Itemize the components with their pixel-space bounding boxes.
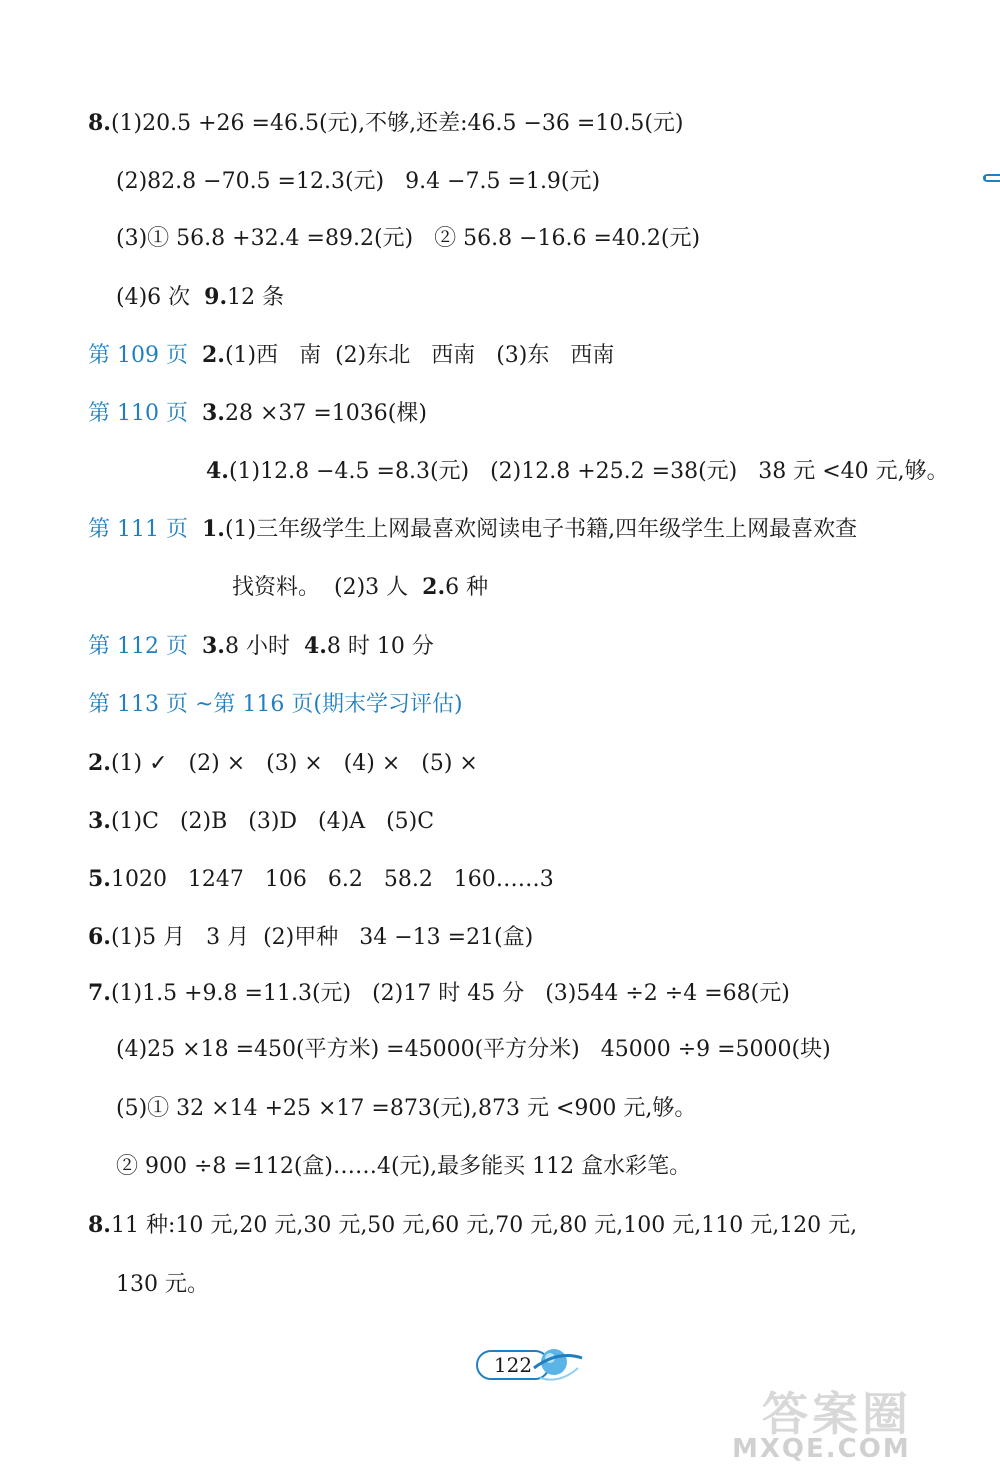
answer-line-8b: [88, 1210, 857, 1241]
page-109-answers: [88, 340, 614, 371]
answer-text: (1)5 月 3 月 (2)甲种 34 −13 =21(盒): [110, 925, 534, 950]
answer-line-7-4: [116, 1035, 831, 1065]
question-number: 8.: [88, 110, 111, 136]
question-number: 1.: [201, 516, 225, 542]
watermark-site-text: MXQE.COM: [732, 1434, 911, 1464]
answer-line-110-4: [206, 456, 949, 487]
answer-text: (1)12.8 −4.5 =8.3(元) (2)12.8 +25.2 =38(元) 38 元 <40 元,够。: [228, 459, 949, 484]
answer-line-8-4: [116, 282, 284, 313]
answer-line-7-5b: [116, 1152, 691, 1182]
question-number: 6.: [88, 924, 111, 950]
question-number: 2.: [422, 574, 446, 600]
answer-text: 28 ×37 =1036(棵): [224, 401, 427, 426]
answer-text: 8 小时: [224, 634, 304, 659]
answer-text: 8 时 10 分: [326, 634, 434, 659]
answer-line-8b-cont: [116, 1270, 209, 1300]
answer-text: (1)20.5 +26 =46.5(元),不够,还差:46.5 −36 =10.5(元): [110, 111, 684, 136]
answer-text: 6 种: [445, 575, 489, 600]
question-number: 2.: [201, 342, 225, 368]
answer-text: (4)6 次: [116, 285, 205, 310]
answer-text: (1) ✓ (2) × (3) × (4) × (5) ×: [110, 751, 478, 776]
page-111-answers: [88, 514, 857, 545]
answer-text: (1)西 南 (2)东北 西南 (3)东 西南: [224, 343, 615, 368]
answer-text: 找资料。 (2)3 人: [232, 575, 423, 600]
page-number-badge: [476, 1338, 586, 1394]
answer-text: 130 元。: [116, 1272, 209, 1297]
answer-line-7-5: [116, 1094, 696, 1124]
answer-text: (1)三年级学生上网最喜欢阅读电子书籍,四年级学生上网最喜欢查: [224, 517, 858, 542]
answer-text: (1)1.5 +9.8 =11.3(元) (2)17 时 45 分 (3)544 ÷2 ÷4 =68(元): [110, 981, 790, 1006]
answer-line-8-2: [116, 167, 600, 197]
answer-text: 12 条: [227, 285, 285, 310]
answer-line-7: [88, 978, 790, 1009]
question-number: 5.: [88, 866, 111, 892]
page-heading: 第 112 页: [88, 634, 188, 659]
question-number: 9.: [204, 284, 228, 310]
answer-text: (3)① 56.8 +32.4 =89.2(元) ② 56.8 −16.6 =40.2(元): [116, 226, 701, 251]
page-number: 122: [476, 1350, 550, 1380]
page-heading: 第 110 页: [88, 401, 188, 426]
planet-decoration-icon: [532, 1338, 586, 1390]
answer-text: (1)C (2)B (3)D (4)A (5)C: [110, 809, 435, 834]
answer-line-5: [88, 864, 554, 895]
answer-line-8-3: [116, 224, 700, 254]
answer-text: (2)82.8 −70.5 =12.3(元) 9.4 −7.5 =1.9(元): [116, 169, 601, 194]
question-number: 3.: [201, 400, 225, 426]
answer-text: (5)① 32 ×14 +25 ×17 =873(元),873 元 <900 元,够。: [116, 1096, 697, 1121]
answer-line-111-cont: [232, 572, 488, 603]
answer-text: 1020 1247 106 6.2 58.2 160……3: [110, 867, 554, 892]
page-heading: 第 113 页 ~第 116 页(期末学习评估): [88, 692, 463, 717]
answer-line-2: [88, 748, 478, 779]
question-number: 7.: [88, 980, 111, 1006]
question-number: 2.: [88, 750, 111, 776]
page-110-answers: [88, 398, 427, 429]
answer-text: (4)25 ×18 =450(平方米) =45000(平方分米) 45000 ÷9 =5000(块): [116, 1037, 831, 1062]
section-heading-final-review: [88, 690, 463, 720]
question-number: 3.: [201, 633, 225, 659]
watermark: [732, 1378, 992, 1468]
question-number: 3.: [88, 808, 111, 834]
edge-tab-icon: [983, 172, 1000, 184]
page-heading: 第 109 页: [88, 343, 188, 368]
answer-line-3: [88, 806, 434, 837]
question-number: 4.: [206, 458, 229, 484]
answer-text: 11 种:10 元,20 元,30 元,50 元,60 元,70 元,80 元,100 元,110 元,120 元,: [110, 1213, 858, 1238]
answer-line-8: [88, 108, 684, 139]
question-number: 8.: [88, 1212, 111, 1238]
page-heading: 第 111 页: [88, 517, 188, 542]
answer-line-6: [88, 922, 533, 953]
page-112-answers: [88, 631, 434, 662]
answer-text: ② 900 ÷8 =112(盒)……4(元),最多能买 112 盒水彩笔。: [116, 1154, 692, 1179]
question-number: 4.: [303, 633, 327, 659]
watermark-logo-text: 答案圈: [762, 1387, 912, 1441]
